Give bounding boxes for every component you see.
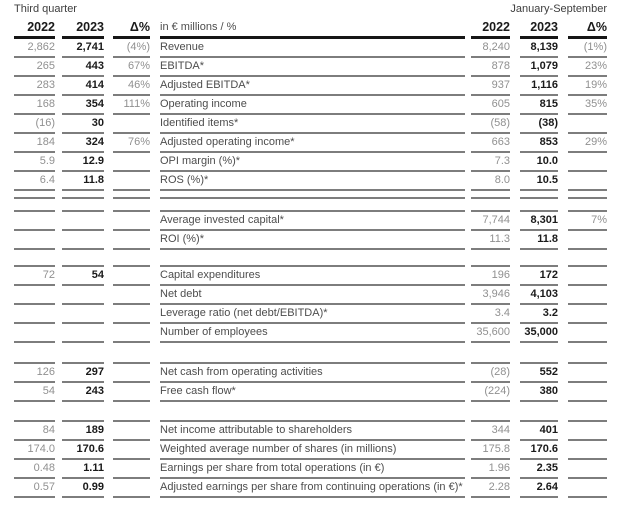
cell-ytd-2022: 937 <box>471 77 510 96</box>
cell-ytd-2022: 7,744 <box>471 210 510 231</box>
table-row <box>14 39 607 58</box>
cell-q3-2022: 84 <box>14 420 55 441</box>
cell-q3-2022: 72 <box>14 265 55 286</box>
cell-q3-2022: 6.4 <box>14 172 55 191</box>
cell-q3-2023 <box>62 324 104 343</box>
cell-q3-delta <box>113 479 150 498</box>
cell-ytd-2023: 1,079 <box>520 58 558 77</box>
cell-q3-2023: 11.8 <box>62 172 104 191</box>
cell-ytd-2023: 401 <box>520 420 558 441</box>
cell-ytd-2023: 10.0 <box>520 153 558 172</box>
cell-q3-2022: 5.9 <box>14 153 55 172</box>
cell-ytd-2023: 853 <box>520 134 558 153</box>
cell-ytd-delta <box>568 153 607 172</box>
cell-q3-delta: (4%) <box>113 39 150 58</box>
cell-ytd-2022: (58) <box>471 115 510 134</box>
cell-q3-2022: 54 <box>14 383 55 402</box>
row-label <box>160 191 465 199</box>
cell-q3-delta <box>113 153 150 172</box>
cell-q3-delta <box>113 362 150 383</box>
cell-q3-2023: 324 <box>62 134 104 153</box>
cell-ytd-delta: 7% <box>568 210 607 231</box>
left-period-title: Third quarter <box>14 3 77 15</box>
cell-q3-delta <box>113 231 150 250</box>
cell-ytd-2023: 35,000 <box>520 324 558 343</box>
cell-q3-2023: 1.11 <box>62 460 104 479</box>
table-row <box>14 441 607 460</box>
unit-label: in € millions / % <box>160 19 465 39</box>
cell-ytd-delta <box>568 172 607 191</box>
cell-ytd-delta <box>568 265 607 286</box>
spacer-row <box>14 191 607 199</box>
cell-ytd-delta <box>568 191 607 199</box>
cell-ytd-2022: 7.3 <box>471 153 510 172</box>
cell-q3-2023 <box>62 231 104 250</box>
table-row <box>14 172 607 191</box>
cell-q3-2022 <box>14 231 55 250</box>
cell-ytd-2022: 2.28 <box>471 479 510 498</box>
cell-ytd-2022: 8.0 <box>471 172 510 191</box>
cell-ytd-2023: 2.64 <box>520 479 558 498</box>
cell-q3-2023 <box>62 210 104 231</box>
table-row <box>14 305 607 324</box>
cell-ytd-delta: (1%) <box>568 39 607 58</box>
right-period-title: January-September <box>510 3 607 15</box>
row-label: Revenue <box>160 39 465 58</box>
cell-ytd-delta: 29% <box>568 134 607 153</box>
cell-ytd-2023: 4,103 <box>520 286 558 305</box>
table-row <box>14 77 607 96</box>
cell-ytd-delta <box>568 305 607 324</box>
table-row <box>14 383 607 402</box>
cell-q3-delta <box>113 172 150 191</box>
cell-ytd-2023: 172 <box>520 265 558 286</box>
cell-ytd-delta <box>568 362 607 383</box>
cell-q3-2023: 30 <box>62 115 104 134</box>
cell-q3-2023 <box>62 305 104 324</box>
cell-q3-delta: 111% <box>113 96 150 115</box>
cell-q3-2023: 170.6 <box>62 441 104 460</box>
table-row <box>14 420 607 441</box>
cell-q3-2022: 174.0 <box>14 441 55 460</box>
cell-ytd-2023: 2.35 <box>520 460 558 479</box>
cell-ytd-2022: 11.3 <box>471 231 510 250</box>
row-label: Earnings per share from total operations (in €) <box>160 460 465 479</box>
cell-ytd-2023: 1,116 <box>520 77 558 96</box>
cell-ytd-2022: 1.96 <box>471 460 510 479</box>
cell-q3-2023: 54 <box>62 265 104 286</box>
cell-q3-2022: 265 <box>14 58 55 77</box>
cell-q3-2022: 126 <box>14 362 55 383</box>
cell-ytd-delta: 19% <box>568 77 607 96</box>
cell-ytd-2023: 8,301 <box>520 210 558 231</box>
row-label: Net debt <box>160 286 465 305</box>
cell-q3-delta: 67% <box>113 58 150 77</box>
cell-ytd-2023 <box>520 191 558 199</box>
cell-ytd-2022: 3,946 <box>471 286 510 305</box>
table-row <box>14 324 607 343</box>
cell-q3-delta: 76% <box>113 134 150 153</box>
cell-ytd-2022: (224) <box>471 383 510 402</box>
row-label: Free cash flow* <box>160 383 465 402</box>
cell-q3-delta <box>113 210 150 231</box>
table-row <box>14 210 607 231</box>
cell-ytd-2023: 552 <box>520 362 558 383</box>
cell-ytd-delta <box>568 420 607 441</box>
cell-ytd-2023: (38) <box>520 115 558 134</box>
table-row <box>14 265 607 286</box>
table-section-2 <box>14 265 607 343</box>
cell-ytd-2022: 35,600 <box>471 324 510 343</box>
table-section-4 <box>14 420 607 498</box>
cell-q3-2022: 0.57 <box>14 479 55 498</box>
row-label: Number of employees <box>160 324 465 343</box>
cell-ytd-delta <box>568 383 607 402</box>
table-row <box>14 362 607 383</box>
cell-ytd-2023: 8,139 <box>520 39 558 58</box>
table-row <box>14 231 607 250</box>
cell-ytd-2023: 10.5 <box>520 172 558 191</box>
row-label: EBITDA* <box>160 58 465 77</box>
row-label: Identified items* <box>160 115 465 134</box>
cell-ytd-2022: 344 <box>471 420 510 441</box>
table-row <box>14 286 607 305</box>
table-row <box>14 479 607 498</box>
cell-ytd-2023: 380 <box>520 383 558 402</box>
cell-ytd-delta <box>568 324 607 343</box>
table-section-1 <box>14 210 607 250</box>
row-label: Adjusted earnings per share from continuing operations (in €)* <box>160 479 465 498</box>
cell-q3-delta: 46% <box>113 77 150 96</box>
table-row <box>14 153 607 172</box>
row-label: ROI (%)* <box>160 231 465 250</box>
header-ytd-2022: 2022 <box>471 19 510 39</box>
cell-q3-2022 <box>14 191 55 199</box>
cell-q3-2023: 443 <box>62 58 104 77</box>
cell-q3-2022: 283 <box>14 77 55 96</box>
row-label: Net income attributable to shareholders <box>160 420 465 441</box>
cell-q3-2023 <box>62 191 104 199</box>
cell-q3-delta <box>113 115 150 134</box>
cell-ytd-2022: 196 <box>471 265 510 286</box>
cell-q3-delta <box>113 383 150 402</box>
row-label: ROS (%)* <box>160 172 465 191</box>
table-row <box>14 115 607 134</box>
cell-ytd-2022: 175.8 <box>471 441 510 460</box>
cell-ytd-delta <box>568 441 607 460</box>
cell-ytd-2023: 170.6 <box>520 441 558 460</box>
cell-q3-2022 <box>14 210 55 231</box>
cell-ytd-2022: 663 <box>471 134 510 153</box>
cell-q3-2023: 189 <box>62 420 104 441</box>
table-section-3 <box>14 362 607 402</box>
cell-ytd-delta: 23% <box>568 58 607 77</box>
cell-ytd-2023: 815 <box>520 96 558 115</box>
table-section-0 <box>14 39 607 199</box>
cell-q3-delta <box>113 286 150 305</box>
cell-q3-2022 <box>14 324 55 343</box>
cell-q3-delta <box>113 324 150 343</box>
cell-ytd-2022 <box>471 191 510 199</box>
row-label: Net cash from operating activities <box>160 362 465 383</box>
cell-q3-2023 <box>62 286 104 305</box>
cell-ytd-delta <box>568 479 607 498</box>
table-body <box>14 39 607 498</box>
cell-q3-delta <box>113 265 150 286</box>
cell-q3-2022 <box>14 286 55 305</box>
cell-q3-2023: 2,741 <box>62 39 104 58</box>
cell-ytd-2022: 3.4 <box>471 305 510 324</box>
cell-ytd-2023: 11.8 <box>520 231 558 250</box>
cell-q3-delta <box>113 460 150 479</box>
row-label: Adjusted operating income* <box>160 134 465 153</box>
cell-ytd-delta <box>568 231 607 250</box>
cell-q3-2023: 243 <box>62 383 104 402</box>
column-header-row <box>14 19 607 39</box>
row-label: Average invested capital* <box>160 210 465 231</box>
cell-ytd-delta: 35% <box>568 96 607 115</box>
row-label: Operating income <box>160 96 465 115</box>
cell-q3-2022: (16) <box>14 115 55 134</box>
cell-q3-delta <box>113 441 150 460</box>
cell-ytd-2022: 8,240 <box>471 39 510 58</box>
cell-q3-2023: 354 <box>62 96 104 115</box>
cell-ytd-2022: 605 <box>471 96 510 115</box>
header-ytd-delta: Δ% <box>568 19 607 39</box>
row-label: Adjusted EBITDA* <box>160 77 465 96</box>
cell-q3-2023: 0.99 <box>62 479 104 498</box>
row-label: Leverage ratio (net debt/EBITDA)* <box>160 305 465 324</box>
header-ytd-2023: 2023 <box>520 19 558 39</box>
cell-ytd-delta <box>568 460 607 479</box>
row-label: Capital expenditures <box>160 265 465 286</box>
header-q3-2022: 2022 <box>14 19 55 39</box>
cell-q3-delta <box>113 191 150 199</box>
row-label: Weighted average number of shares (in millions) <box>160 441 465 460</box>
cell-ytd-delta <box>568 115 607 134</box>
cell-ytd-2023: 3.2 <box>520 305 558 324</box>
cell-q3-2022: 168 <box>14 96 55 115</box>
cell-q3-2023: 297 <box>62 362 104 383</box>
cell-q3-2022: 184 <box>14 134 55 153</box>
table-row <box>14 134 607 153</box>
cell-q3-2023: 414 <box>62 77 104 96</box>
cell-q3-delta <box>113 305 150 324</box>
cell-ytd-delta <box>568 286 607 305</box>
header-q3-2023: 2023 <box>62 19 104 39</box>
cell-q3-delta <box>113 420 150 441</box>
cell-ytd-2022: 878 <box>471 58 510 77</box>
cell-q3-2022: 2,862 <box>14 39 55 58</box>
cell-q3-2022 <box>14 305 55 324</box>
header-q3-delta: Δ% <box>113 19 150 39</box>
cell-q3-2022: 0.48 <box>14 460 55 479</box>
row-label: OPI margin (%)* <box>160 153 465 172</box>
table-row <box>14 96 607 115</box>
cell-q3-2023: 12.9 <box>62 153 104 172</box>
table-row <box>14 58 607 77</box>
table-row <box>14 460 607 479</box>
cell-ytd-2022: (28) <box>471 362 510 383</box>
period-header <box>14 3 607 16</box>
